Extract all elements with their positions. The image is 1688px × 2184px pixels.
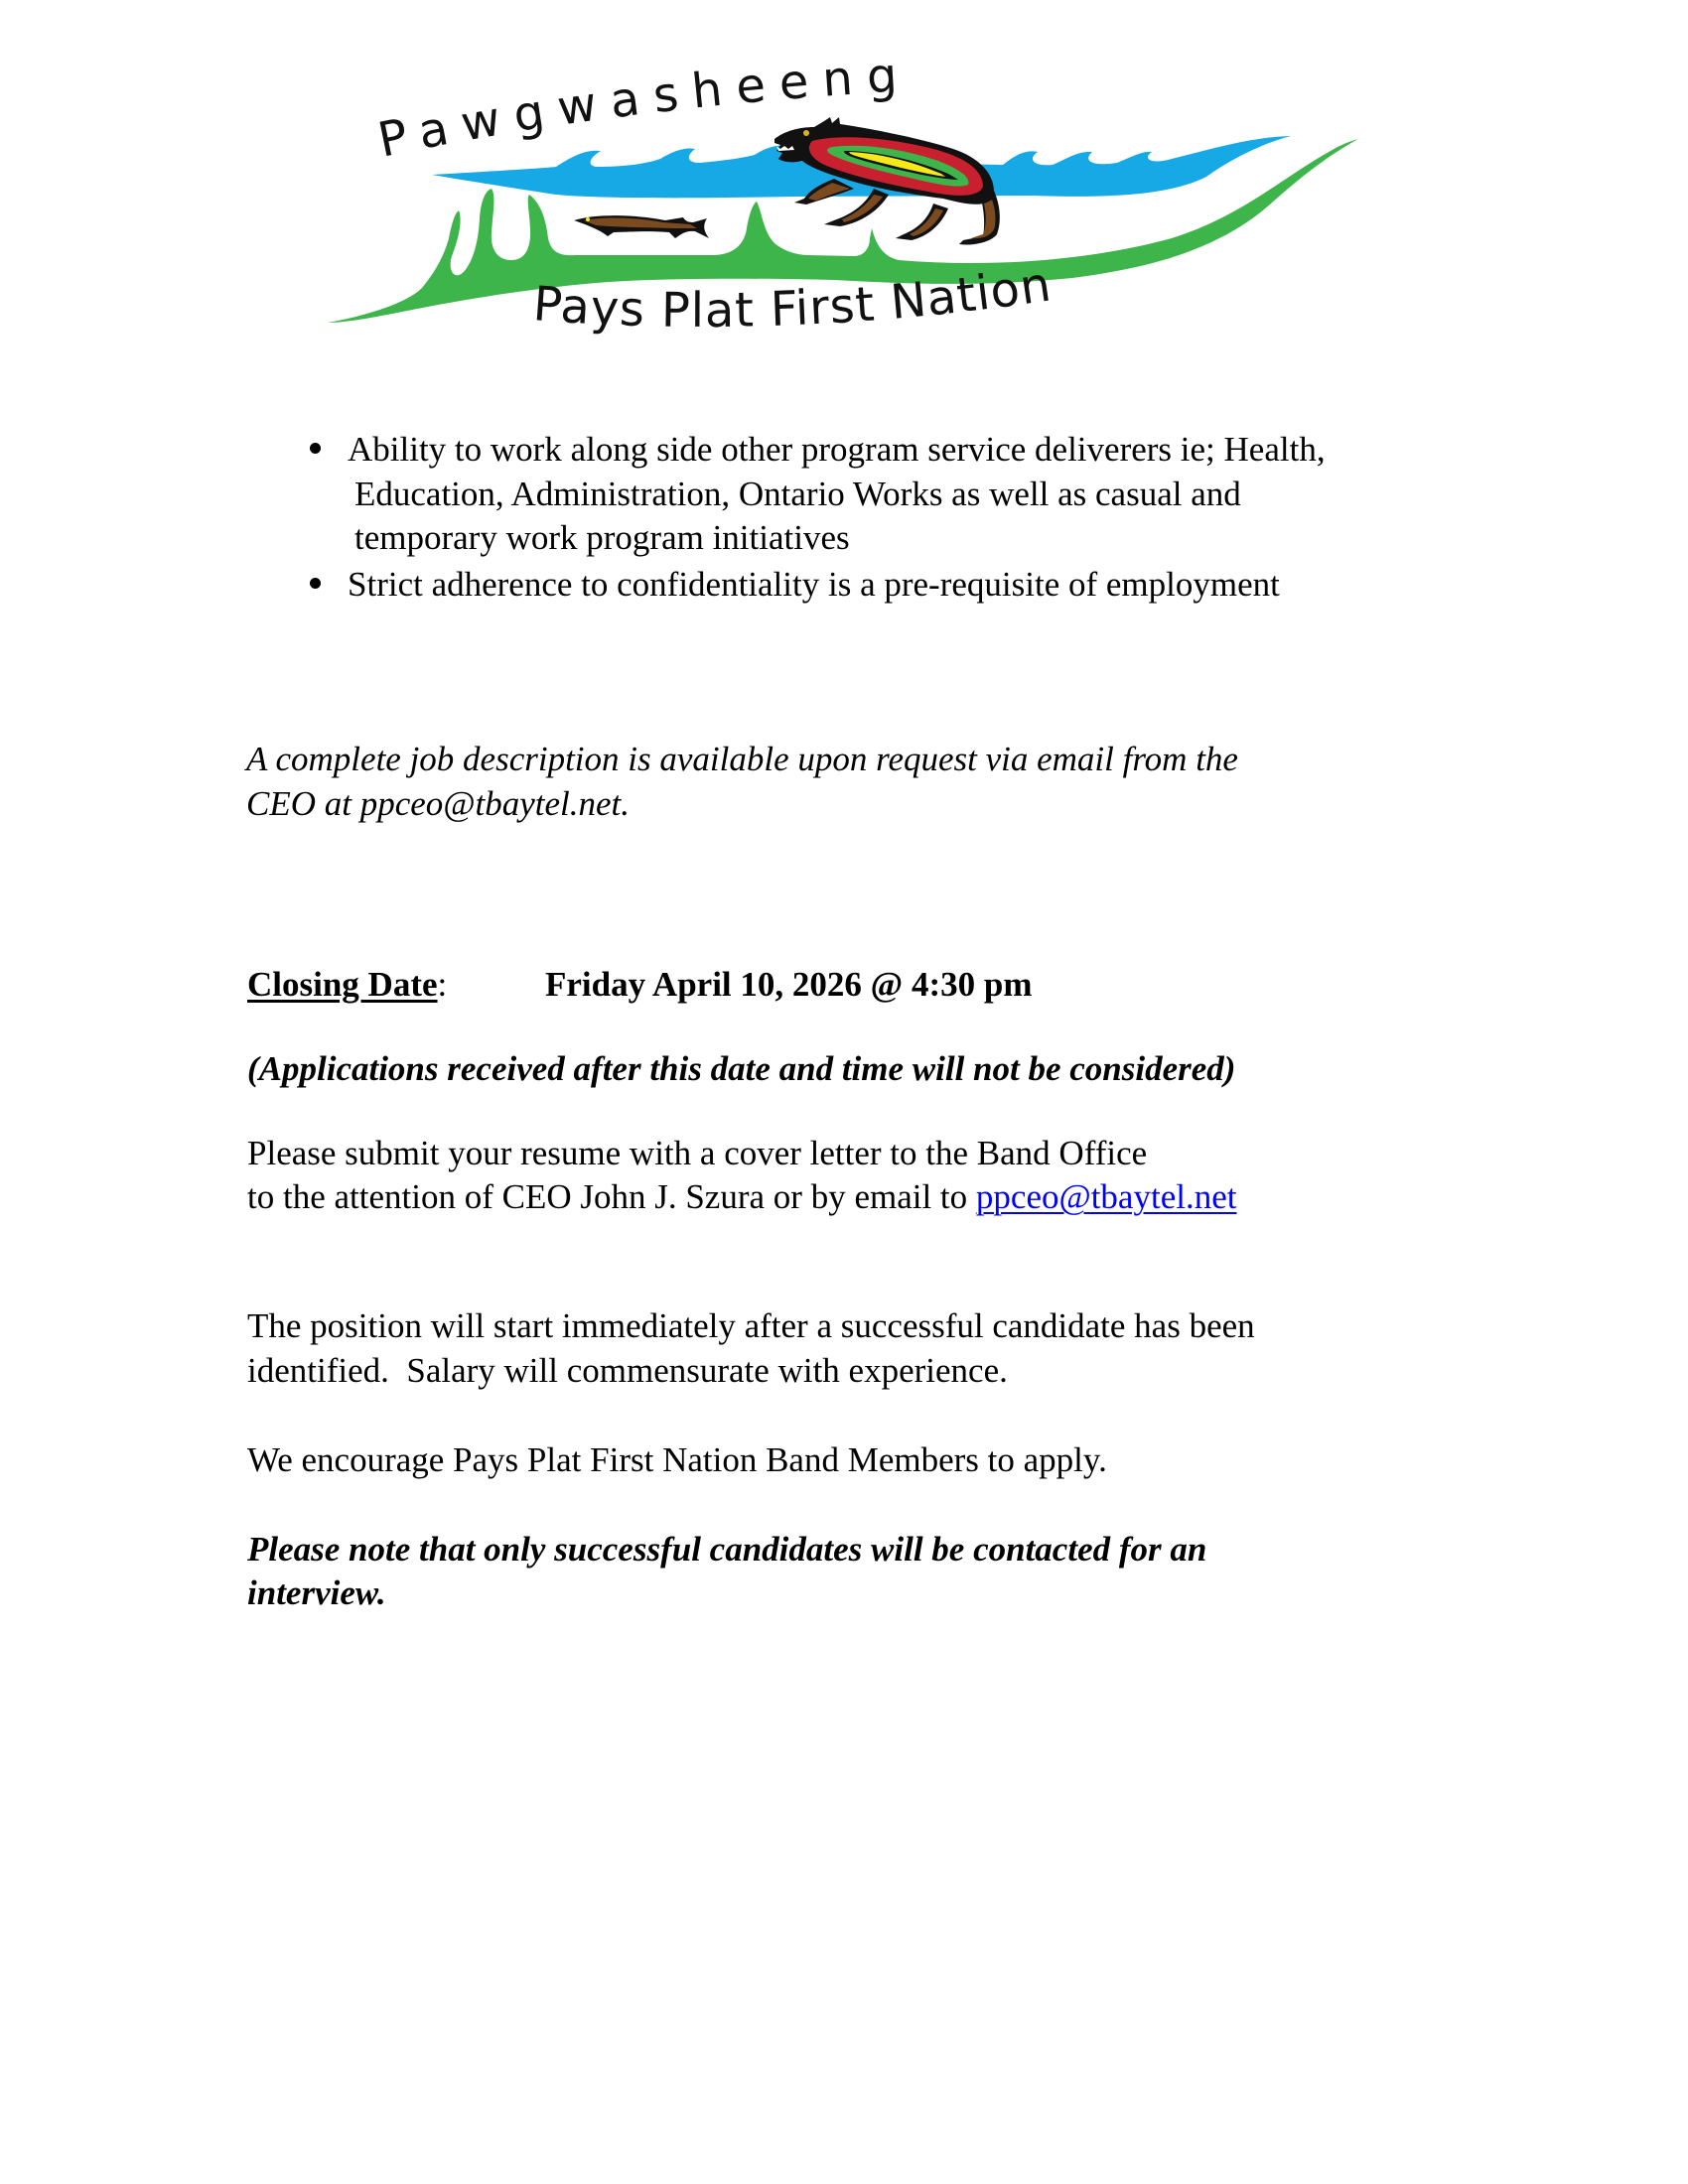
pays-plat-logo — [298, 50, 1380, 347]
closing-date-value: Friday April 10, 2026 @ 4:30 pm — [545, 965, 1033, 1004]
bullet-text-line: Ability to work along side other program service deliverers ie; Health, — [348, 430, 1326, 469]
submission-line-text: to the attention of CEO John J. Szura or by email to — [247, 1177, 976, 1216]
contact-note-line: interview. — [247, 1573, 386, 1612]
email-link[interactable]: ppceo@tbaytel.net — [975, 1177, 1237, 1216]
logo-bottom-text: Pays Plat First Nation — [531, 256, 1055, 340]
start-line: The position will start immediately after a successful candidate has been — [247, 1306, 1255, 1345]
start-line: identified. Salary will commensurate with experience. — [247, 1351, 1008, 1390]
submission-line — [247, 1179, 1236, 1214]
fish-icon — [574, 215, 709, 238]
bullet-text-line: temporary work program initiatives — [354, 518, 850, 557]
bullet-text-line: Strict adherence to confidentiality is a pre-requisite of employment — [348, 565, 1280, 604]
late-applications-notice: (Applications received after this date and time will not be considered) — [247, 1049, 1236, 1088]
submission-line: Please submit your resume with a cover letter to the Band Office — [247, 1134, 1148, 1172]
bullet-icon — [310, 578, 321, 589]
contact-note-line: Please note that only successful candidates will be contacted for an — [247, 1530, 1207, 1569]
closing-date-colon: : — [437, 965, 448, 1004]
logo-top-text: Pawgwasheeng — [373, 50, 913, 169]
bullet-icon — [310, 443, 321, 454]
bullet-text-line: Education, Administration, Ontario Works as well as casual and — [354, 475, 1241, 513]
encourage-paragraph: We encourage Pays Plat First Nation Band Members to apply. — [247, 1440, 1107, 1479]
closing-date-label-wrap — [247, 967, 447, 1002]
closing-date-label: Closing Date — [247, 965, 438, 1004]
job-description-line: A complete job description is available upon request via email from the — [246, 740, 1238, 778]
job-description-line: CEO at ppceo@tbaytel.net. — [246, 784, 630, 823]
